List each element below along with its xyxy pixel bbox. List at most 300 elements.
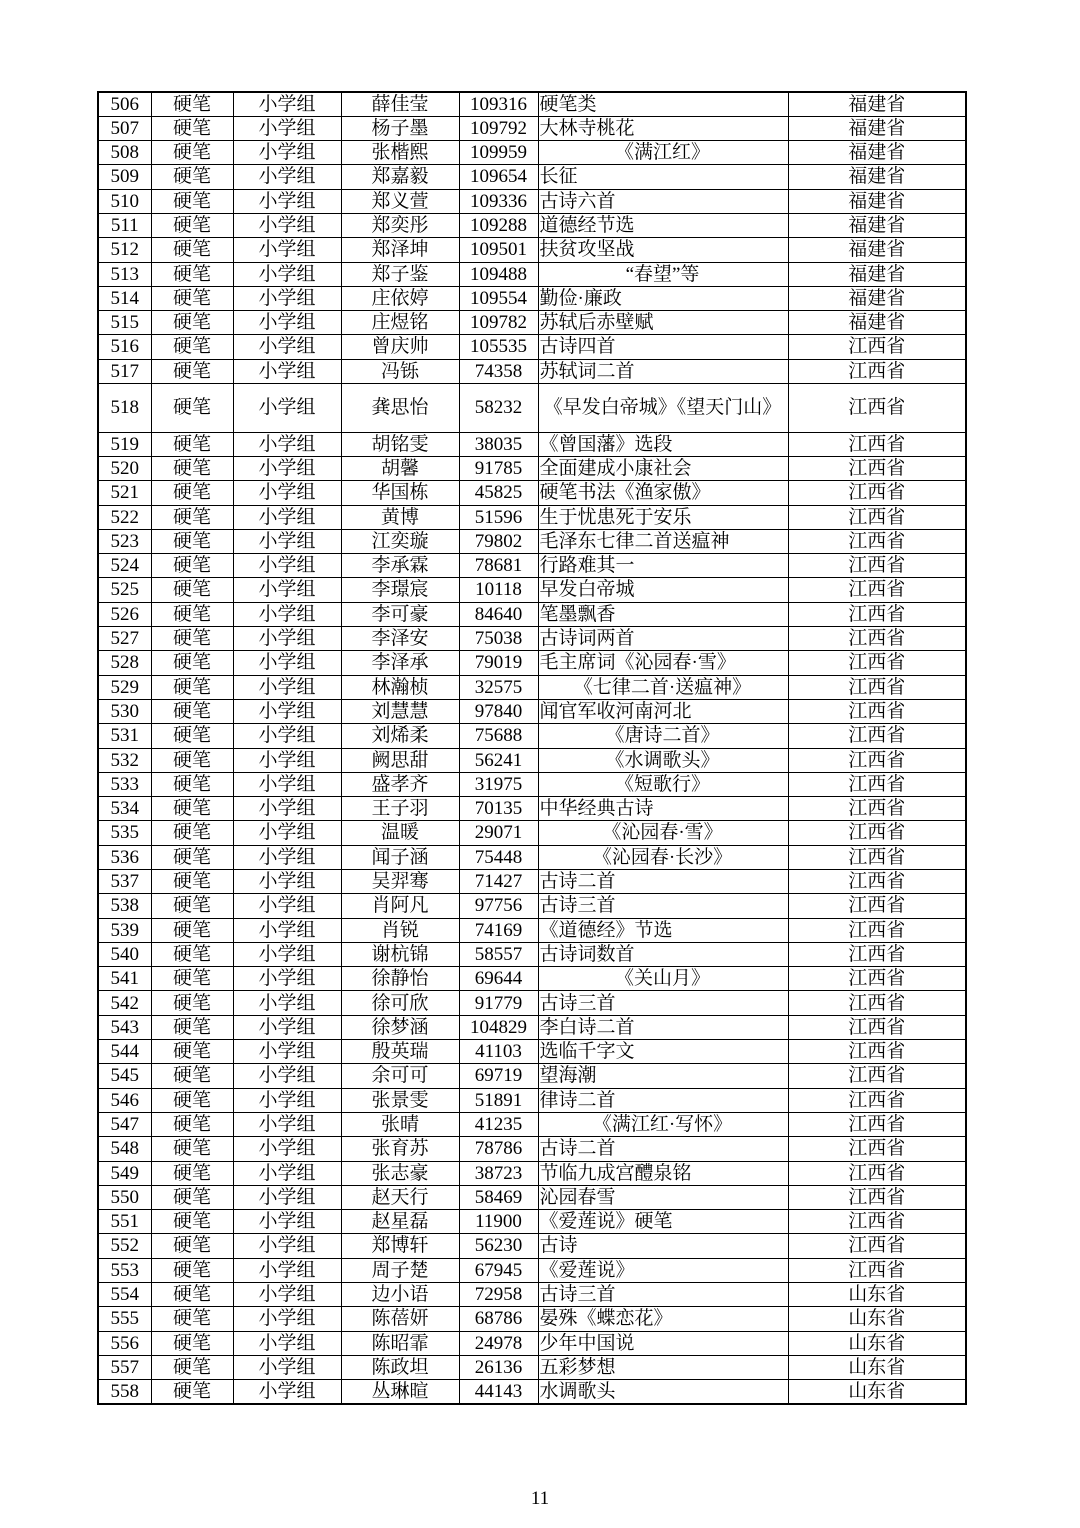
cell-work-title: 生于忧患死于安乐 bbox=[538, 505, 788, 529]
cell-province: 江西省 bbox=[788, 1161, 966, 1185]
cell-participant-name: 周子楚 bbox=[341, 1258, 459, 1282]
cell-work-title: 水调歌头 bbox=[538, 1380, 788, 1404]
cell-category: 硬笔 bbox=[151, 772, 233, 796]
table-row bbox=[98, 627, 966, 651]
cell-category: 硬笔 bbox=[151, 918, 233, 942]
cell-work-title: 道德经节选 bbox=[538, 213, 788, 237]
cell-category: 硬笔 bbox=[151, 627, 233, 651]
cell-entry-code: 91779 bbox=[459, 991, 538, 1015]
cell-work-title: “春望”等 bbox=[538, 262, 788, 286]
cell-entry-code: 109782 bbox=[459, 311, 538, 335]
cell-entry-code: 67945 bbox=[459, 1258, 538, 1282]
cell-work-title: 古诗三首 bbox=[538, 1283, 788, 1307]
cell-group: 小学组 bbox=[233, 141, 341, 165]
cell-entry-code: 75688 bbox=[459, 724, 538, 748]
cell-entry-code: 109554 bbox=[459, 286, 538, 310]
cell-group: 小学组 bbox=[233, 675, 341, 699]
table-row bbox=[98, 189, 966, 213]
cell-work-title: 《短歌行》 bbox=[538, 772, 788, 796]
cell-province: 江西省 bbox=[788, 675, 966, 699]
cell-serial-number: 522 bbox=[98, 505, 151, 529]
cell-province: 江西省 bbox=[788, 845, 966, 869]
cell-group: 小学组 bbox=[233, 942, 341, 966]
table-row bbox=[98, 1234, 966, 1258]
cell-work-title: 早发白帝城 bbox=[538, 578, 788, 602]
cell-category: 硬笔 bbox=[151, 92, 233, 116]
cell-province: 福建省 bbox=[788, 116, 966, 140]
cell-group: 小学组 bbox=[233, 1283, 341, 1307]
cell-group: 小学组 bbox=[233, 845, 341, 869]
cell-work-title: 扶贫攻坚战 bbox=[538, 238, 788, 262]
cell-group: 小学组 bbox=[233, 1112, 341, 1136]
cell-work-title: 《关山月》 bbox=[538, 967, 788, 991]
table-row bbox=[98, 991, 966, 1015]
cell-participant-name: 王子羽 bbox=[341, 797, 459, 821]
cell-group: 小学组 bbox=[233, 894, 341, 918]
cell-entry-code: 109488 bbox=[459, 262, 538, 286]
cell-category: 硬笔 bbox=[151, 311, 233, 335]
cell-entry-code: 69644 bbox=[459, 967, 538, 991]
cell-group: 小学组 bbox=[233, 359, 341, 383]
cell-serial-number: 546 bbox=[98, 1088, 151, 1112]
cell-serial-number: 542 bbox=[98, 991, 151, 1015]
cell-serial-number: 528 bbox=[98, 651, 151, 675]
cell-entry-code: 58557 bbox=[459, 942, 538, 966]
cell-entry-code: 56230 bbox=[459, 1234, 538, 1258]
cell-category: 硬笔 bbox=[151, 1380, 233, 1404]
cell-category: 硬笔 bbox=[151, 116, 233, 140]
cell-province: 福建省 bbox=[788, 311, 966, 335]
cell-province: 江西省 bbox=[788, 1088, 966, 1112]
table-row bbox=[98, 1185, 966, 1209]
cell-participant-name: 吴羿骞 bbox=[341, 870, 459, 894]
cell-participant-name: 杨子墨 bbox=[341, 116, 459, 140]
cell-serial-number: 552 bbox=[98, 1234, 151, 1258]
table-row bbox=[98, 724, 966, 748]
cell-serial-number: 526 bbox=[98, 602, 151, 626]
table-row bbox=[98, 311, 966, 335]
table-row bbox=[98, 1283, 966, 1307]
cell-participant-name: 黄博 bbox=[341, 505, 459, 529]
cell-province: 江西省 bbox=[788, 505, 966, 529]
table-row bbox=[98, 918, 966, 942]
cell-province: 江西省 bbox=[788, 699, 966, 723]
cell-province: 江西省 bbox=[788, 578, 966, 602]
cell-province: 江西省 bbox=[788, 432, 966, 456]
cell-entry-code: 45825 bbox=[459, 481, 538, 505]
cell-serial-number: 548 bbox=[98, 1137, 151, 1161]
cell-category: 硬笔 bbox=[151, 286, 233, 310]
cell-category: 硬笔 bbox=[151, 432, 233, 456]
cell-serial-number: 531 bbox=[98, 724, 151, 748]
cell-participant-name: 闻子涵 bbox=[341, 845, 459, 869]
cell-province: 江西省 bbox=[788, 1210, 966, 1234]
cell-group: 小学组 bbox=[233, 1185, 341, 1209]
cell-work-title: 节临九成宫醴泉铭 bbox=[538, 1161, 788, 1185]
cell-province: 福建省 bbox=[788, 189, 966, 213]
cell-category: 硬笔 bbox=[151, 1210, 233, 1234]
cell-group: 小学组 bbox=[233, 1161, 341, 1185]
cell-participant-name: 胡铭雯 bbox=[341, 432, 459, 456]
cell-category: 硬笔 bbox=[151, 529, 233, 553]
cell-entry-code: 72958 bbox=[459, 1283, 538, 1307]
cell-participant-name: 殷英瑞 bbox=[341, 1040, 459, 1064]
cell-participant-name: 李承霖 bbox=[341, 554, 459, 578]
cell-work-title: 《唐诗二首》 bbox=[538, 724, 788, 748]
table-row bbox=[98, 1161, 966, 1185]
table-row bbox=[98, 821, 966, 845]
cell-province: 山东省 bbox=[788, 1307, 966, 1331]
cell-category: 硬笔 bbox=[151, 602, 233, 626]
table-row bbox=[98, 359, 966, 383]
registration-table bbox=[97, 91, 967, 1405]
cell-participant-name: 龚思怡 bbox=[341, 384, 459, 433]
cell-category: 硬笔 bbox=[151, 894, 233, 918]
cell-province: 江西省 bbox=[788, 529, 966, 553]
cell-group: 小学组 bbox=[233, 870, 341, 894]
cell-province: 江西省 bbox=[788, 894, 966, 918]
cell-group: 小学组 bbox=[233, 529, 341, 553]
cell-serial-number: 523 bbox=[98, 529, 151, 553]
cell-category: 硬笔 bbox=[151, 384, 233, 433]
table-row bbox=[98, 772, 966, 796]
cell-serial-number: 529 bbox=[98, 675, 151, 699]
cell-participant-name: 谢杭锦 bbox=[341, 942, 459, 966]
cell-participant-name: 张景雯 bbox=[341, 1088, 459, 1112]
cell-entry-code: 74169 bbox=[459, 918, 538, 942]
table-row bbox=[98, 1040, 966, 1064]
cell-entry-code: 109336 bbox=[459, 189, 538, 213]
table-row bbox=[98, 92, 966, 116]
cell-entry-code: 79802 bbox=[459, 529, 538, 553]
cell-serial-number: 518 bbox=[98, 384, 151, 433]
cell-category: 硬笔 bbox=[151, 1331, 233, 1355]
cell-participant-name: 陈政坦 bbox=[341, 1355, 459, 1379]
cell-category: 硬笔 bbox=[151, 505, 233, 529]
cell-category: 硬笔 bbox=[151, 213, 233, 237]
cell-participant-name: 赵星磊 bbox=[341, 1210, 459, 1234]
cell-work-title: 勤俭·廉政 bbox=[538, 286, 788, 310]
table-row bbox=[98, 1088, 966, 1112]
cell-entry-code: 24978 bbox=[459, 1331, 538, 1355]
cell-work-title: 硬笔书法《渔家傲》 bbox=[538, 481, 788, 505]
cell-group: 小学组 bbox=[233, 238, 341, 262]
cell-work-title: 晏殊《蝶恋花》 bbox=[538, 1307, 788, 1331]
cell-serial-number: 553 bbox=[98, 1258, 151, 1282]
cell-province: 江西省 bbox=[788, 748, 966, 772]
cell-group: 小学组 bbox=[233, 1331, 341, 1355]
cell-group: 小学组 bbox=[233, 748, 341, 772]
cell-category: 硬笔 bbox=[151, 845, 233, 869]
cell-category: 硬笔 bbox=[151, 821, 233, 845]
table-row bbox=[98, 942, 966, 966]
cell-work-title: 中华经典古诗 bbox=[538, 797, 788, 821]
cell-category: 硬笔 bbox=[151, 797, 233, 821]
cell-serial-number: 541 bbox=[98, 967, 151, 991]
cell-group: 小学组 bbox=[233, 432, 341, 456]
cell-group: 小学组 bbox=[233, 1210, 341, 1234]
cell-province: 江西省 bbox=[788, 1112, 966, 1136]
cell-province: 江西省 bbox=[788, 1137, 966, 1161]
cell-group: 小学组 bbox=[233, 262, 341, 286]
table-row bbox=[98, 262, 966, 286]
cell-work-title: 《道德经》节选 bbox=[538, 918, 788, 942]
table-row bbox=[98, 1112, 966, 1136]
table-row bbox=[98, 845, 966, 869]
table-row bbox=[98, 286, 966, 310]
cell-serial-number: 550 bbox=[98, 1185, 151, 1209]
cell-work-title: 古诗四首 bbox=[538, 335, 788, 359]
cell-work-title: 闻官军收河南河北 bbox=[538, 699, 788, 723]
cell-province: 江西省 bbox=[788, 772, 966, 796]
cell-category: 硬笔 bbox=[151, 675, 233, 699]
cell-serial-number: 511 bbox=[98, 213, 151, 237]
cell-work-title: 《爱莲说》 bbox=[538, 1258, 788, 1282]
cell-entry-code: 51891 bbox=[459, 1088, 538, 1112]
cell-group: 小学组 bbox=[233, 967, 341, 991]
cell-group: 小学组 bbox=[233, 481, 341, 505]
cell-entry-code: 51596 bbox=[459, 505, 538, 529]
cell-participant-name: 李泽安 bbox=[341, 627, 459, 651]
cell-serial-number: 558 bbox=[98, 1380, 151, 1404]
cell-category: 硬笔 bbox=[151, 1185, 233, 1209]
cell-province: 江西省 bbox=[788, 1234, 966, 1258]
cell-participant-name: 李璟宸 bbox=[341, 578, 459, 602]
cell-participant-name: 庄依婷 bbox=[341, 286, 459, 310]
table-row bbox=[98, 141, 966, 165]
cell-category: 硬笔 bbox=[151, 1258, 233, 1282]
cell-province: 福建省 bbox=[788, 141, 966, 165]
cell-entry-code: 68786 bbox=[459, 1307, 538, 1331]
table-row bbox=[98, 213, 966, 237]
cell-province: 福建省 bbox=[788, 286, 966, 310]
cell-participant-name: 赵天行 bbox=[341, 1185, 459, 1209]
cell-participant-name: 张志豪 bbox=[341, 1161, 459, 1185]
cell-entry-code: 32575 bbox=[459, 675, 538, 699]
cell-category: 硬笔 bbox=[151, 942, 233, 966]
table-row bbox=[98, 797, 966, 821]
cell-entry-code: 104829 bbox=[459, 1015, 538, 1039]
cell-work-title: 古诗二首 bbox=[538, 1137, 788, 1161]
table-row bbox=[98, 675, 966, 699]
cell-participant-name: 李泽承 bbox=[341, 651, 459, 675]
cell-group: 小学组 bbox=[233, 189, 341, 213]
table-row bbox=[98, 432, 966, 456]
cell-serial-number: 554 bbox=[98, 1283, 151, 1307]
cell-work-title: 硬笔类 bbox=[538, 92, 788, 116]
cell-work-title: 《沁园春·长沙》 bbox=[538, 845, 788, 869]
cell-entry-code: 56241 bbox=[459, 748, 538, 772]
cell-group: 小学组 bbox=[233, 772, 341, 796]
table-row bbox=[98, 602, 966, 626]
cell-serial-number: 516 bbox=[98, 335, 151, 359]
cell-province: 江西省 bbox=[788, 335, 966, 359]
table-row bbox=[98, 1258, 966, 1282]
cell-work-title: 古诗词数首 bbox=[538, 942, 788, 966]
cell-serial-number: 525 bbox=[98, 578, 151, 602]
cell-category: 硬笔 bbox=[151, 699, 233, 723]
cell-participant-name: 肖阿凡 bbox=[341, 894, 459, 918]
cell-province: 江西省 bbox=[788, 1040, 966, 1064]
cell-province: 江西省 bbox=[788, 1185, 966, 1209]
cell-category: 硬笔 bbox=[151, 165, 233, 189]
cell-province: 福建省 bbox=[788, 262, 966, 286]
cell-participant-name: 郑博轩 bbox=[341, 1234, 459, 1258]
cell-participant-name: 张育苏 bbox=[341, 1137, 459, 1161]
table-row bbox=[98, 481, 966, 505]
cell-serial-number: 507 bbox=[98, 116, 151, 140]
cell-province: 江西省 bbox=[788, 602, 966, 626]
cell-serial-number: 545 bbox=[98, 1064, 151, 1088]
cell-group: 小学组 bbox=[233, 1234, 341, 1258]
cell-category: 硬笔 bbox=[151, 456, 233, 480]
cell-group: 小学组 bbox=[233, 651, 341, 675]
cell-province: 山东省 bbox=[788, 1380, 966, 1404]
cell-group: 小学组 bbox=[233, 384, 341, 433]
cell-entry-code: 44143 bbox=[459, 1380, 538, 1404]
cell-serial-number: 514 bbox=[98, 286, 151, 310]
cell-serial-number: 508 bbox=[98, 141, 151, 165]
cell-participant-name: 曾庆帅 bbox=[341, 335, 459, 359]
cell-province: 江西省 bbox=[788, 359, 966, 383]
cell-province: 江西省 bbox=[788, 870, 966, 894]
cell-group: 小学组 bbox=[233, 918, 341, 942]
cell-work-title: 望海潮 bbox=[538, 1064, 788, 1088]
cell-province: 山东省 bbox=[788, 1283, 966, 1307]
cell-participant-name: 刘慧慧 bbox=[341, 699, 459, 723]
cell-entry-code: 105535 bbox=[459, 335, 538, 359]
table-row bbox=[98, 505, 966, 529]
cell-serial-number: 544 bbox=[98, 1040, 151, 1064]
cell-group: 小学组 bbox=[233, 821, 341, 845]
cell-work-title: 《水调歌头》 bbox=[538, 748, 788, 772]
cell-group: 小学组 bbox=[233, 578, 341, 602]
cell-work-title: 全面建成小康社会 bbox=[538, 456, 788, 480]
cell-group: 小学组 bbox=[233, 1355, 341, 1379]
cell-category: 硬笔 bbox=[151, 1137, 233, 1161]
cell-participant-name: 林瀚桢 bbox=[341, 675, 459, 699]
cell-participant-name: 郑义萱 bbox=[341, 189, 459, 213]
cell-serial-number: 535 bbox=[98, 821, 151, 845]
cell-province: 江西省 bbox=[788, 554, 966, 578]
cell-entry-code: 41103 bbox=[459, 1040, 538, 1064]
table-row bbox=[98, 699, 966, 723]
cell-work-title: 古诗三首 bbox=[538, 894, 788, 918]
cell-entry-code: 109288 bbox=[459, 213, 538, 237]
table-row bbox=[98, 1380, 966, 1404]
table-row bbox=[98, 748, 966, 772]
cell-province: 福建省 bbox=[788, 92, 966, 116]
cell-category: 硬笔 bbox=[151, 359, 233, 383]
cell-work-title: 苏轼后赤壁赋 bbox=[538, 311, 788, 335]
cell-participant-name: 盛孝齐 bbox=[341, 772, 459, 796]
table-row bbox=[98, 1210, 966, 1234]
cell-entry-code: 38723 bbox=[459, 1161, 538, 1185]
table-row bbox=[98, 529, 966, 553]
cell-category: 硬笔 bbox=[151, 141, 233, 165]
cell-province: 江西省 bbox=[788, 967, 966, 991]
cell-serial-number: 533 bbox=[98, 772, 151, 796]
cell-serial-number: 520 bbox=[98, 456, 151, 480]
cell-work-title: 毛泽东七律二首送瘟神 bbox=[538, 529, 788, 553]
cell-participant-name: 温暖 bbox=[341, 821, 459, 845]
cell-group: 小学组 bbox=[233, 554, 341, 578]
cell-participant-name: 郑嘉毅 bbox=[341, 165, 459, 189]
cell-entry-code: 29071 bbox=[459, 821, 538, 845]
cell-work-title: 《七律二首·送瘟神》 bbox=[538, 675, 788, 699]
cell-entry-code: 78681 bbox=[459, 554, 538, 578]
cell-serial-number: 513 bbox=[98, 262, 151, 286]
cell-category: 硬笔 bbox=[151, 991, 233, 1015]
cell-group: 小学组 bbox=[233, 335, 341, 359]
table-row bbox=[98, 894, 966, 918]
cell-entry-code: 75038 bbox=[459, 627, 538, 651]
cell-serial-number: 515 bbox=[98, 311, 151, 335]
cell-entry-code: 58469 bbox=[459, 1185, 538, 1209]
cell-work-title: 少年中国说 bbox=[538, 1331, 788, 1355]
cell-participant-name: 李可豪 bbox=[341, 602, 459, 626]
cell-category: 硬笔 bbox=[151, 1355, 233, 1379]
cell-work-title: 大林寺桃花 bbox=[538, 116, 788, 140]
cell-entry-code: 78786 bbox=[459, 1137, 538, 1161]
cell-group: 小学组 bbox=[233, 1064, 341, 1088]
cell-participant-name: 肖锐 bbox=[341, 918, 459, 942]
cell-entry-code: 109959 bbox=[459, 141, 538, 165]
cell-participant-name: 阙思甜 bbox=[341, 748, 459, 772]
cell-group: 小学组 bbox=[233, 1380, 341, 1404]
cell-work-title: 苏轼词二首 bbox=[538, 359, 788, 383]
cell-entry-code: 38035 bbox=[459, 432, 538, 456]
cell-entry-code: 41235 bbox=[459, 1112, 538, 1136]
table-row bbox=[98, 1307, 966, 1331]
cell-province: 江西省 bbox=[788, 1015, 966, 1039]
cell-entry-code: 109654 bbox=[459, 165, 538, 189]
cell-serial-number: 519 bbox=[98, 432, 151, 456]
cell-entry-code: 26136 bbox=[459, 1355, 538, 1379]
cell-participant-name: 郑奕彤 bbox=[341, 213, 459, 237]
cell-entry-code: 84640 bbox=[459, 602, 538, 626]
cell-group: 小学组 bbox=[233, 116, 341, 140]
cell-province: 江西省 bbox=[788, 384, 966, 433]
cell-serial-number: 521 bbox=[98, 481, 151, 505]
cell-serial-number: 527 bbox=[98, 627, 151, 651]
cell-province: 江西省 bbox=[788, 821, 966, 845]
cell-participant-name: 徐梦涵 bbox=[341, 1015, 459, 1039]
cell-group: 小学组 bbox=[233, 1137, 341, 1161]
cell-participant-name: 冯铄 bbox=[341, 359, 459, 383]
cell-work-title: 长征 bbox=[538, 165, 788, 189]
cell-category: 硬笔 bbox=[151, 335, 233, 359]
cell-serial-number: 506 bbox=[98, 92, 151, 116]
cell-province: 江西省 bbox=[788, 456, 966, 480]
cell-work-title: 《沁园春·雪》 bbox=[538, 821, 788, 845]
cell-serial-number: 539 bbox=[98, 918, 151, 942]
cell-participant-name: 郑子鉴 bbox=[341, 262, 459, 286]
cell-category: 硬笔 bbox=[151, 1234, 233, 1258]
cell-category: 硬笔 bbox=[151, 1283, 233, 1307]
cell-entry-code: 91785 bbox=[459, 456, 538, 480]
cell-work-title: 沁园春雪 bbox=[538, 1185, 788, 1209]
cell-work-title: 《曾国藩》选段 bbox=[538, 432, 788, 456]
cell-serial-number: 534 bbox=[98, 797, 151, 821]
table-row bbox=[98, 116, 966, 140]
cell-province: 福建省 bbox=[788, 238, 966, 262]
cell-entry-code: 75448 bbox=[459, 845, 538, 869]
cell-serial-number: 556 bbox=[98, 1331, 151, 1355]
cell-category: 硬笔 bbox=[151, 481, 233, 505]
cell-province: 江西省 bbox=[788, 918, 966, 942]
cell-group: 小学组 bbox=[233, 1088, 341, 1112]
